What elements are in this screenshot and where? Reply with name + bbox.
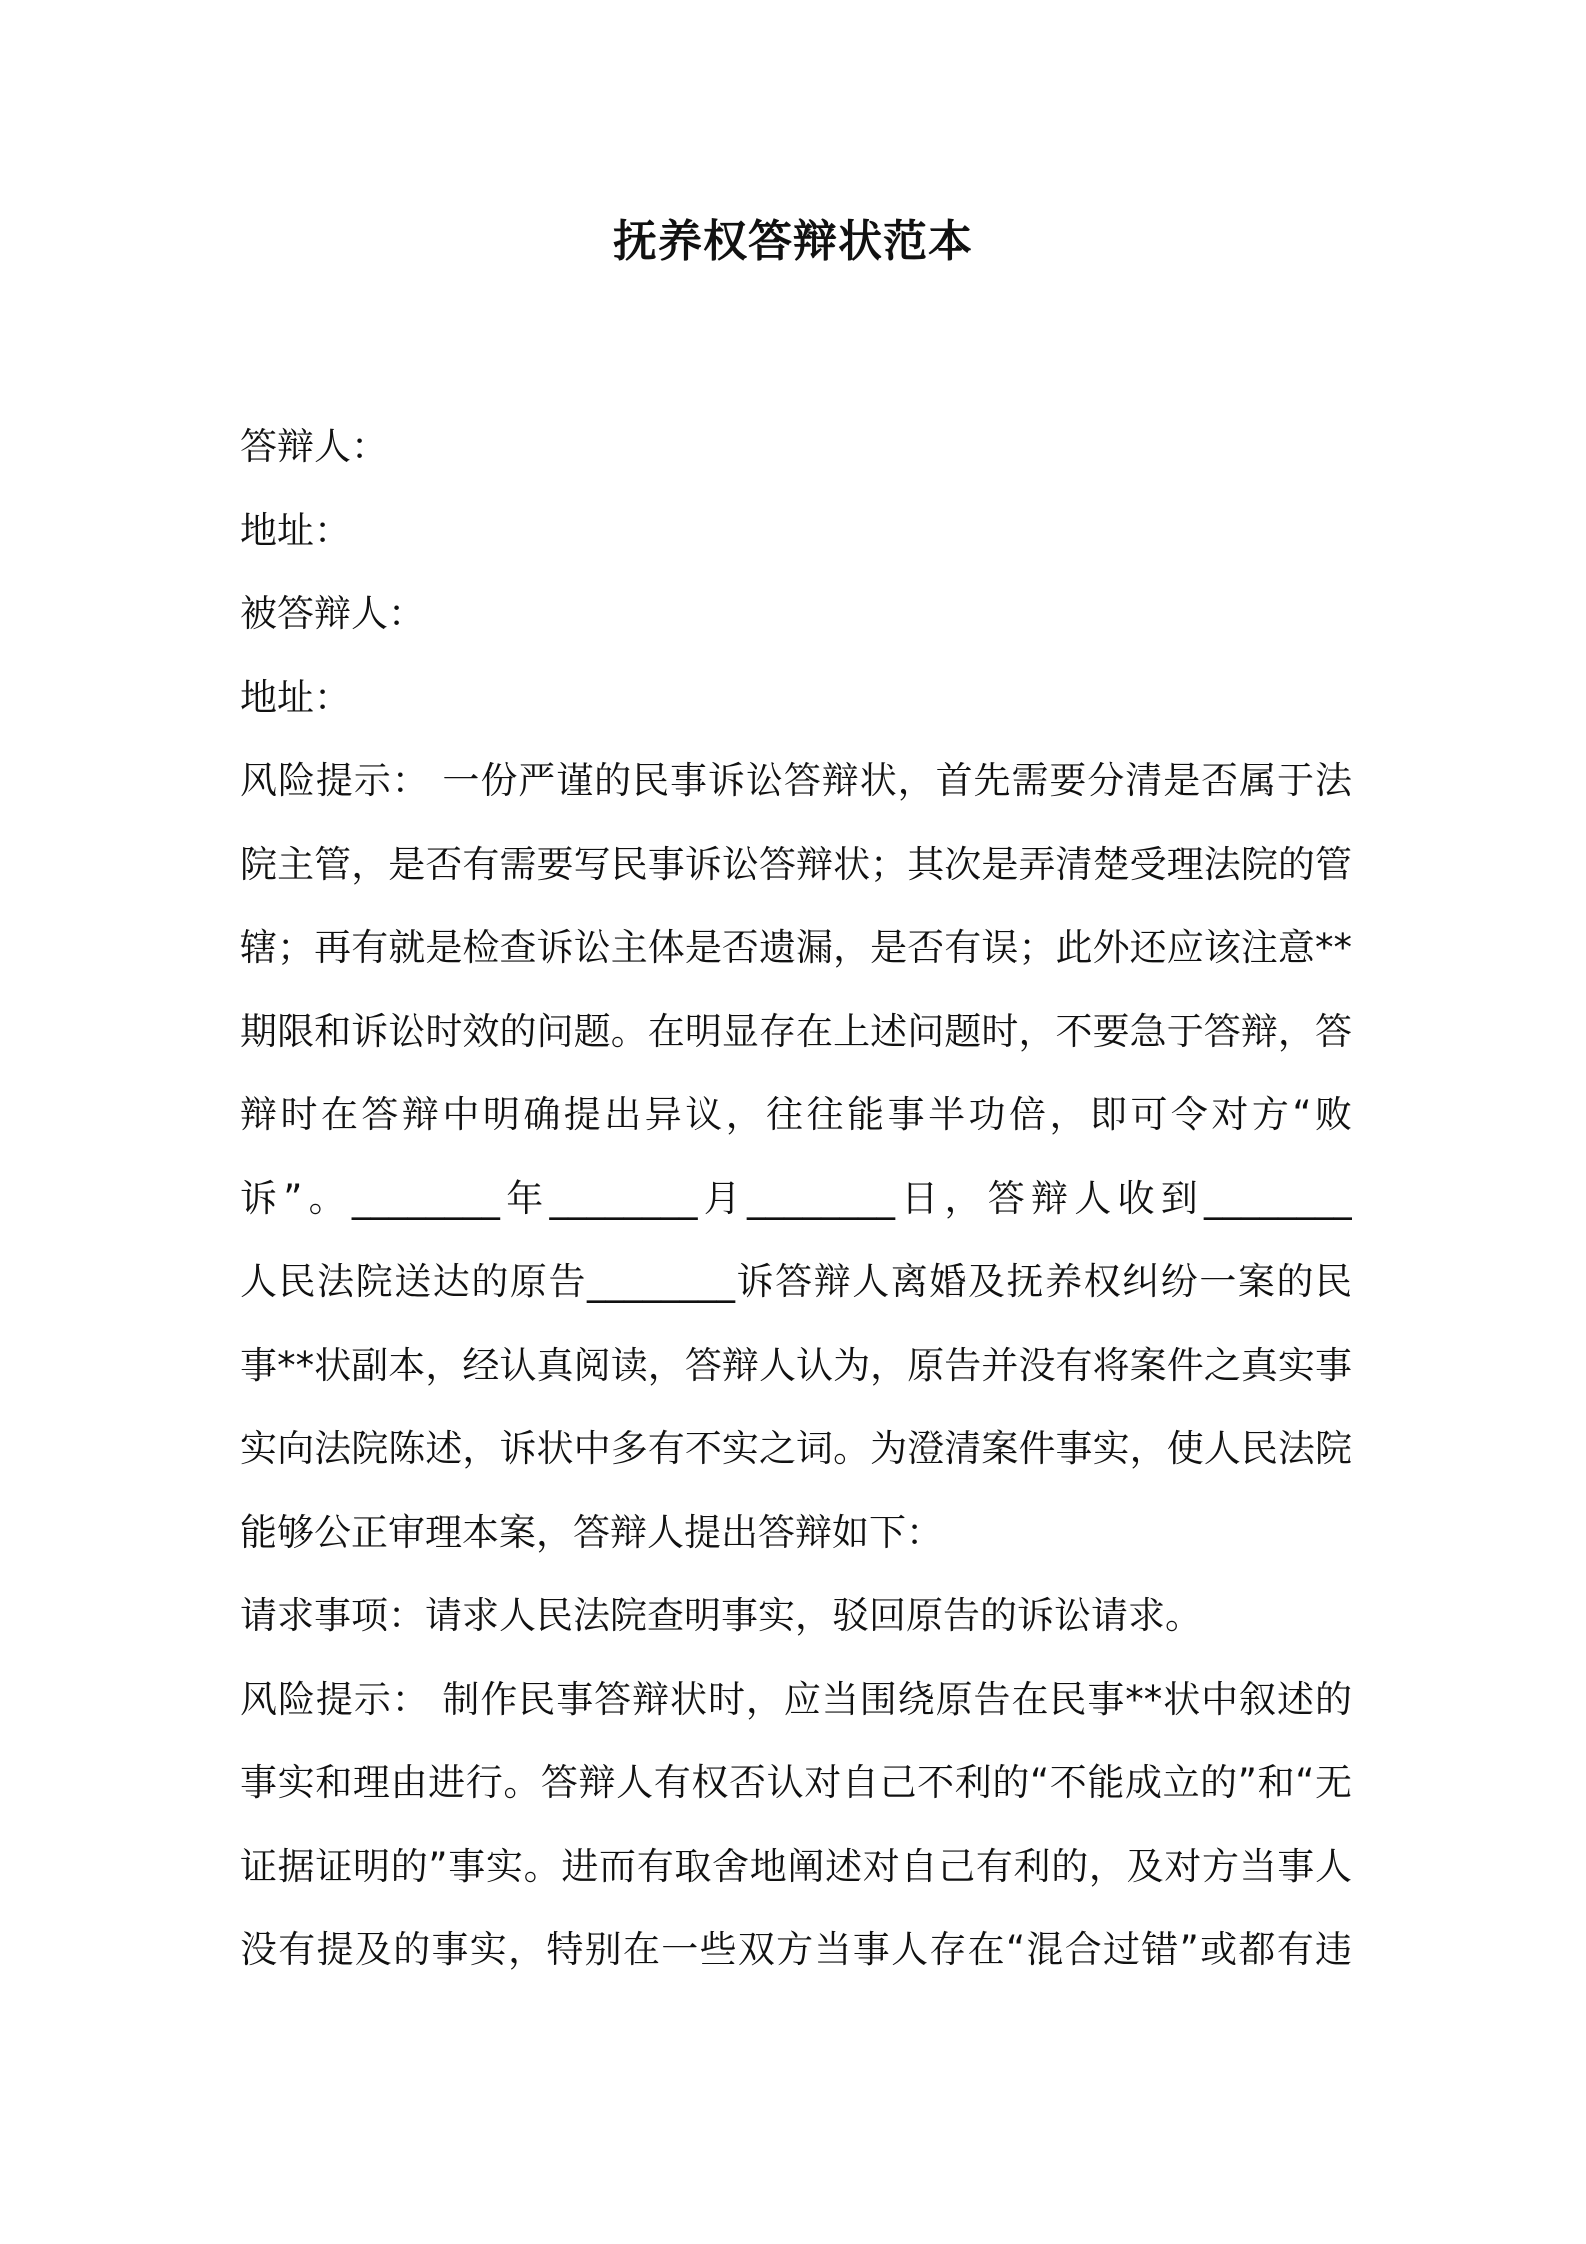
claim-line: 请求事项：请求人民法院查明事实，驳回原告的诉讼请求。 bbox=[240, 1594, 1202, 1637]
paragraph-line: 辖；再有就是检查诉讼主体是否遗漏，是否有误；此外还应该注意** bbox=[240, 926, 1352, 969]
paragraph-line: 院主管，是否有需要写民事诉讼答辩状；其次是弄清楚受理法院的管 bbox=[240, 842, 1352, 886]
defendant-line: 被答辩人： bbox=[240, 592, 425, 635]
paragraph-line: 辩时在答辩中明确提出异议，往往能事半功倍，即可令对方“败 bbox=[240, 1093, 1352, 1136]
defendant-address-line: 地址： bbox=[240, 675, 351, 719]
paragraph-line: 证据证明的”事实。进而有取舍地阐述对自己有利的，及对方当事人 bbox=[240, 1844, 1352, 1888]
paragraph-line: 诉”。________年________月________日，答辩人收到________ bbox=[240, 1176, 1352, 1220]
paragraph-line: 事**状副本，经认真阅读，答辩人认为，原告并没有将案件之真实事 bbox=[240, 1343, 1352, 1387]
paragraph-line: 人民法院送达的原告________诉答辩人离婚及抚养权纠纷一案的民 bbox=[240, 1260, 1352, 1303]
paragraph-line: 能够公正审理本案，答辩人提出答辩如下： bbox=[240, 1510, 943, 1554]
document-title: 抚养权答辩状范本 bbox=[613, 216, 973, 267]
risk-notice-line: 风险提示： 制作民事答辩状时，应当围绕原告在民事**状中叙述的 bbox=[240, 1677, 1352, 1721]
risk-notice-line: 风险提示： 一份严谨的民事诉讼答辩状，首先需要分清是否属于法 bbox=[240, 759, 1352, 802]
paragraph-line: 没有提及的事实，特别在一些双方当事人存在“混合过错”或都有违 bbox=[240, 1928, 1352, 1971]
paragraph-line: 事实和理由进行。答辩人有权否认对自己不利的“不能成立的”和“无 bbox=[240, 1761, 1352, 1804]
document-body bbox=[240, 405, 1352, 1992]
respondent-address-line: 地址： bbox=[240, 508, 351, 552]
paragraph-line: 期限和诉讼时效的问题。在明显存在上述问题时，不要急于答辩，答 bbox=[240, 1009, 1352, 1053]
paragraph-line: 实向法院陈述，诉状中多有不实之词。为澄清案件事实，使人民法院 bbox=[240, 1427, 1352, 1470]
respondent-line: 答辩人： bbox=[240, 425, 388, 468]
